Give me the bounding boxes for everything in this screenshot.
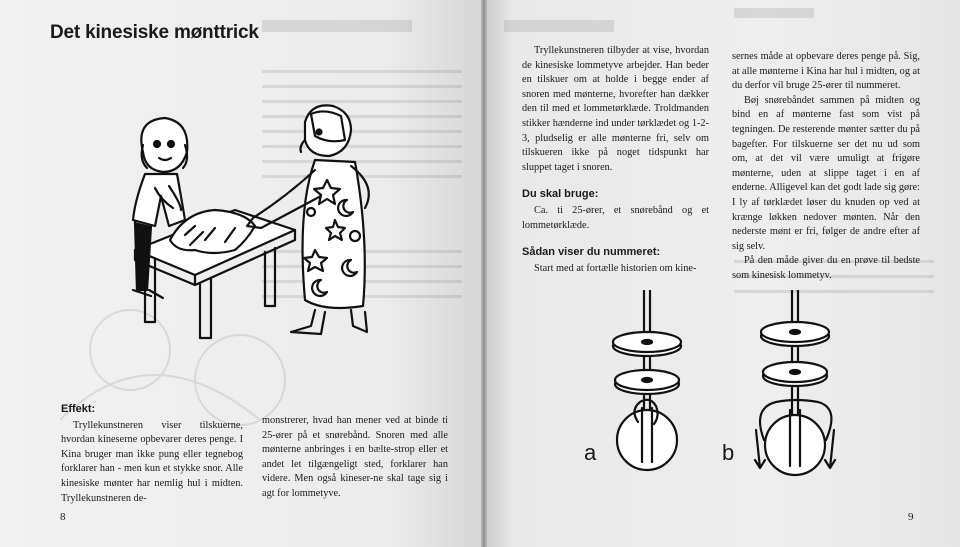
page-number-right: 9 xyxy=(908,511,914,523)
right-paragraph-2: Bøj snørebåndet sammen på midten og bind en af mønterne fast som vist på tegningen. De resterende mønter sætter du på bagefter. For tilskuerne ser det nu ud som om, at det vil være umuligt at frigøre mønterne, uden at slippe taget i en af enderne. Alligevel kan det godt lade sig gøre: I ly af tørklædet løser du knuden op ved at krænge løkken nedover mønten. Når den nederste mønt er fri, følger de andre efter af sig selv. xyxy=(732,94,920,252)
saadan-heading: Sådan viser du nummeret: xyxy=(522,246,661,259)
right-column-2 xyxy=(732,50,920,284)
page-number-left: 8 xyxy=(60,511,66,523)
intro-paragraph: Tryllekunstneren tilbyder at vise, hvordan de kinesiske lommetyve arbejder. Han beder en tilskuer om at holde i begge ender af snoren med mønterne, hvorefter han dækker den til med et lommetørklæde. Troldmanden stikker hænderne ind under tørklædet og 1-2-3, pludselig er alle mønterne fri, selv om tilskueren ikke på noget tidspunkt har sluppet taget i snoren. xyxy=(522,45,709,173)
figure-a-coins-on-string xyxy=(594,290,724,490)
right-page xyxy=(484,0,960,547)
figure-a-label: a xyxy=(584,440,597,465)
effekt-paragraph-1: Tryllekunstneren viser tilskuerne, hvordan kineserne opbevarer deres penge. I Kina bruger man ikke pung eller tegnebog forklarer han - men kun et stykke snor. Alle kinesiske mønter har nemlig hul i midten. Tryllekunstneren de- xyxy=(61,419,243,504)
du-skal-bruge-heading: Du skal bruge: xyxy=(522,188,599,201)
right-column-1 xyxy=(522,44,709,276)
saadan-text: Start med at fortælle historien om kine- xyxy=(534,262,697,274)
effekt-column-1 xyxy=(61,402,243,506)
page-title: Det kinesiske mønttrick xyxy=(50,22,259,43)
right-paragraph-3: På den måde giver du en prøve til bedste som kinesisk lommetyv. xyxy=(732,255,920,281)
effekt-heading: Effekt: xyxy=(61,403,96,415)
right-paragraph-1: sernes måde at opbevare deres penge på. Sig, at alle mønterne i Kina har hul i midten, og at du derfor vil bruge 25-ører til nummeret. xyxy=(732,51,920,92)
magician-illustration xyxy=(115,100,385,340)
effekt-paragraph-2: monstrerer, hvad han mener ved at binde ti 25-ører på et snørebånd. Snoren med alle mønterne anbringes i en bælte-strop eller et andet let tilgængeligt sted, forklarer han videre. Men også kineser-ne skal tage sig i agt for lommetyve. xyxy=(262,415,448,499)
effekt-column-2 xyxy=(262,414,448,502)
figure-b-coins-on-string xyxy=(734,290,864,490)
book-gutter xyxy=(481,0,487,547)
du-skal-bruge-text: Ca. ti 25-ører, et snørebånd og et lommetørklæde. xyxy=(522,204,709,231)
figure-b-label: b xyxy=(722,440,735,465)
